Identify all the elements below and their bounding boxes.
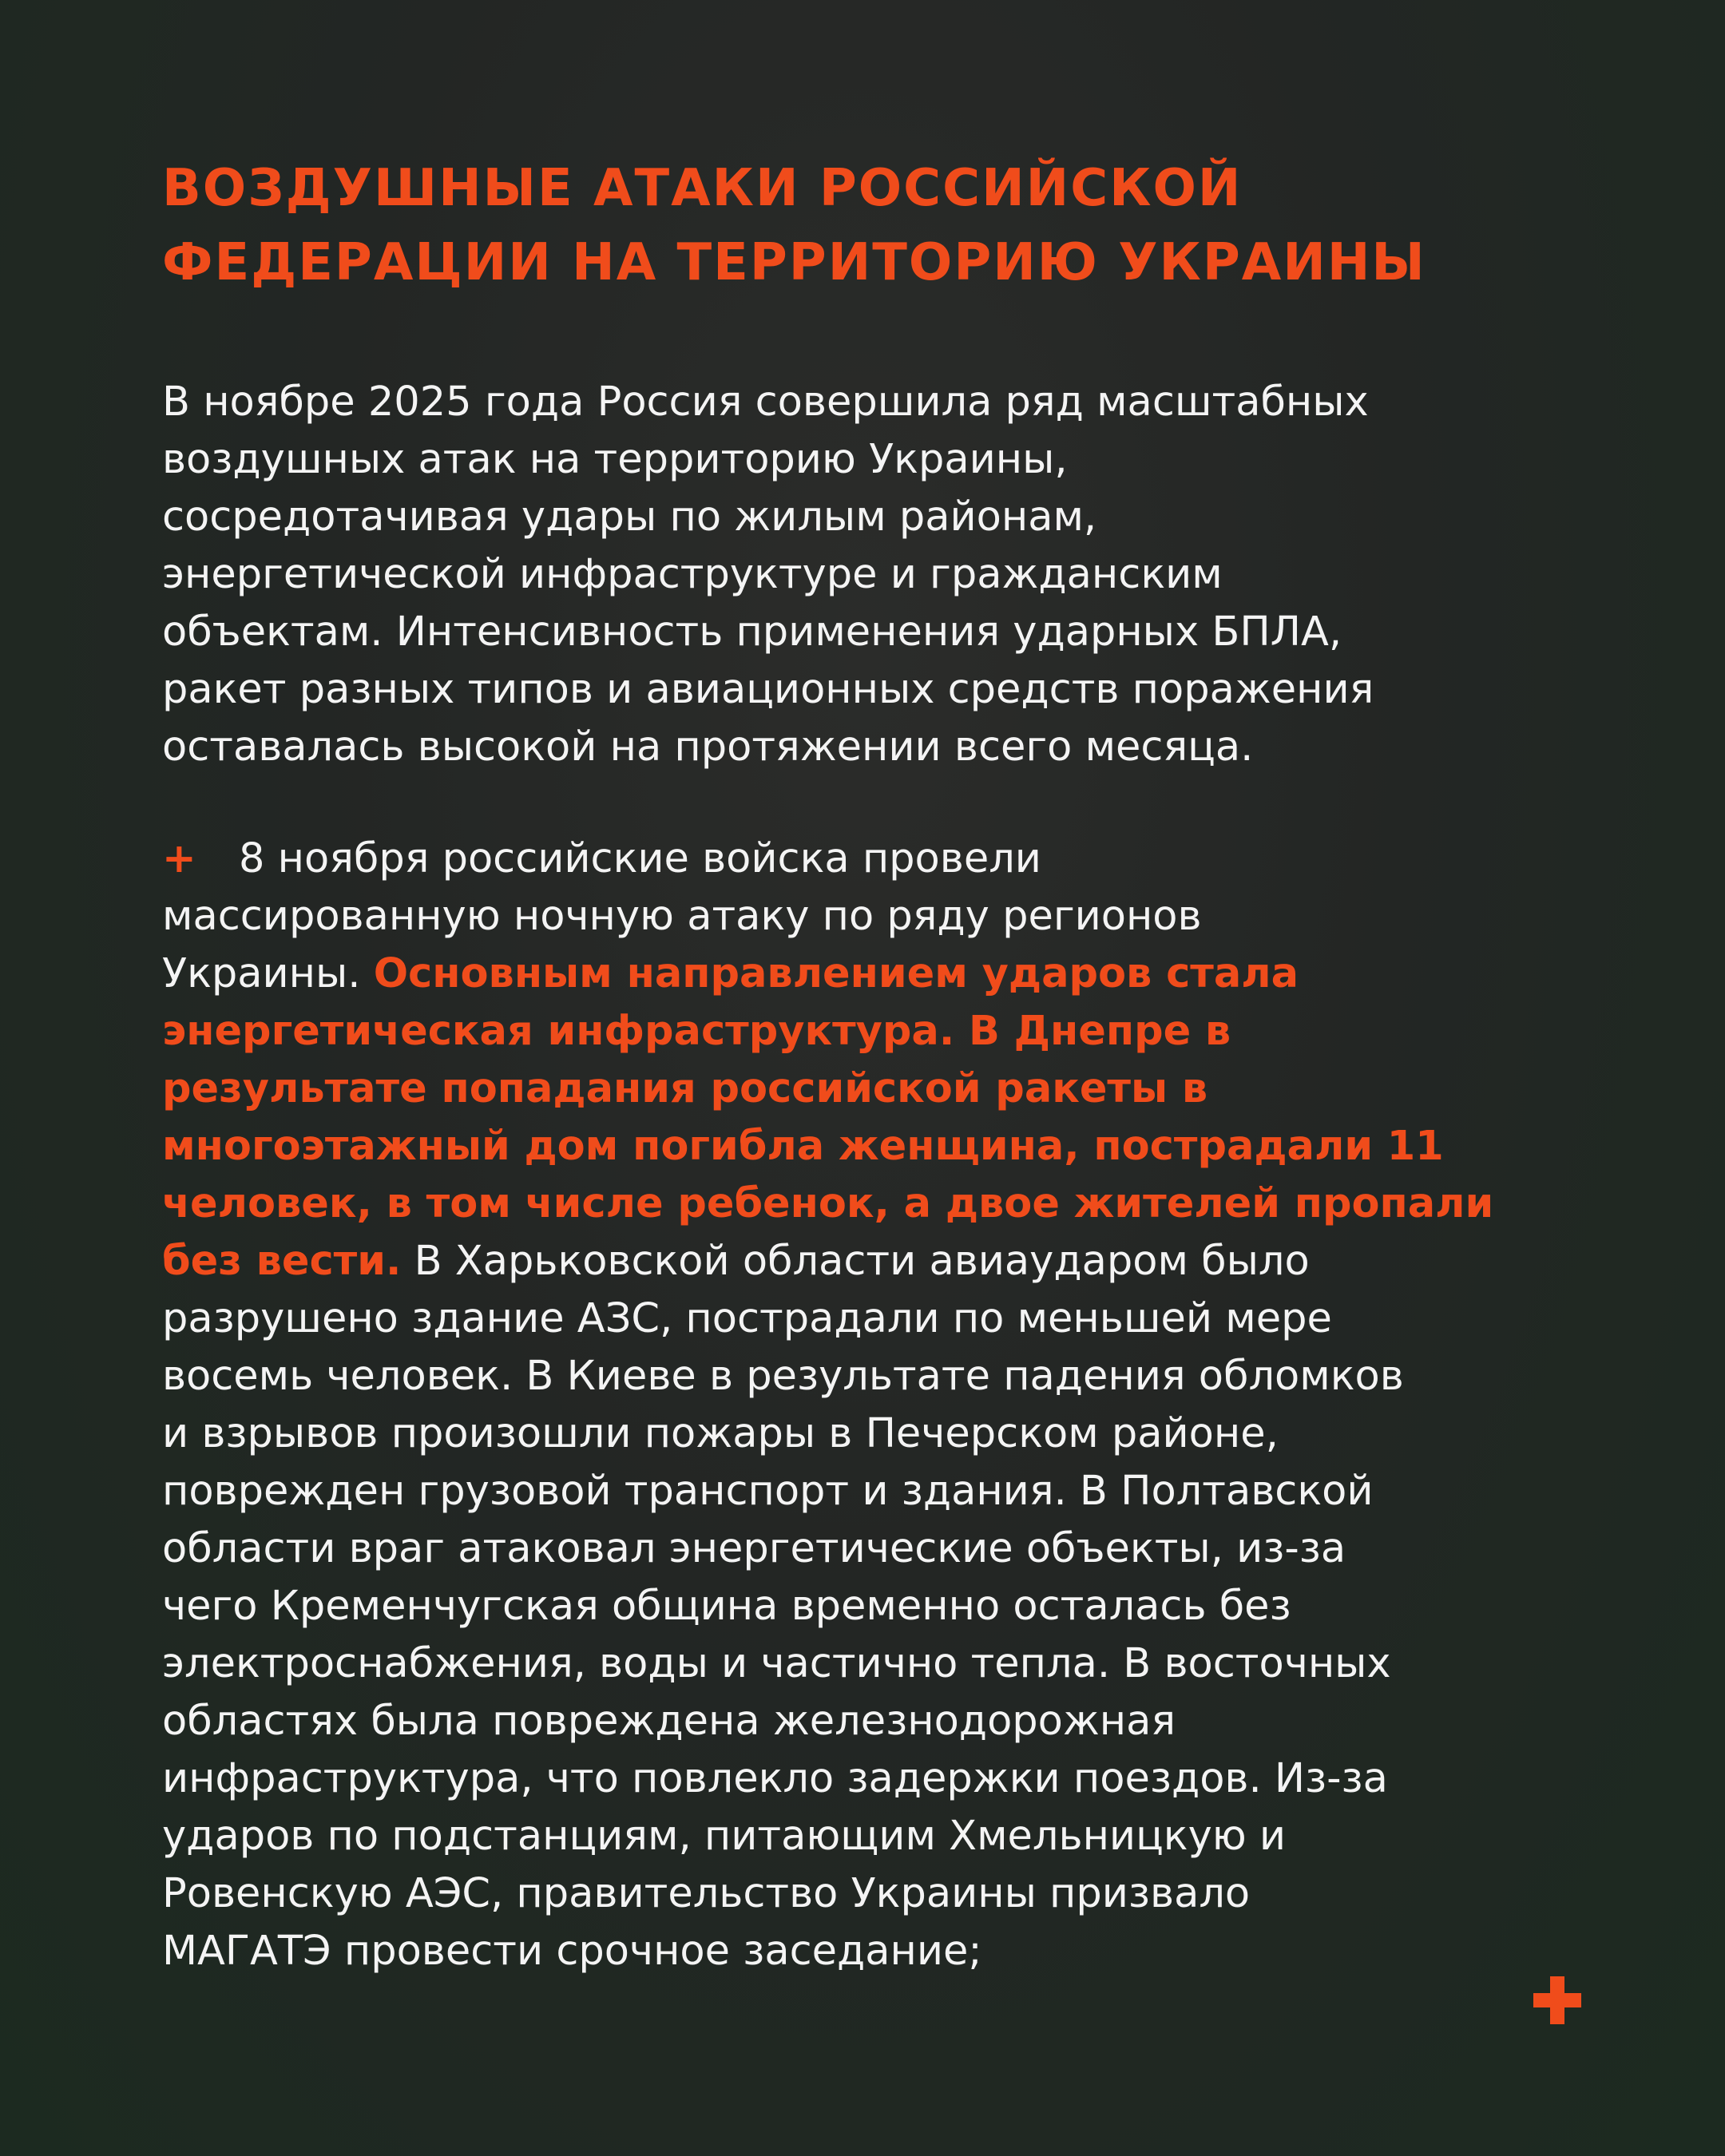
page-title — [162, 152, 1648, 300]
title-line-2: ФЕДЕРАЦИИ НА ТЕРРИТОРИЮ УКРАИНЫ — [162, 233, 1426, 292]
plus-icon — [1533, 1976, 1581, 2024]
list-item — [162, 830, 1648, 1980]
item-highlight: Основным направлением ударов стала энергетическая инфраструктура. В Днепре в результате попадания российской ракеты в многоэтажный дом погибла женщина, пострадали 11 человек, в том числе ребенок, а двое жителей пропали без вести. — [162, 950, 1494, 1285]
item-text-before: 8 ноября российские войска провели массированную ночную атаку по ряду регионов Украины. — [162, 835, 1202, 997]
item-text-after: В Харьковской области авиаударом было разрушено здание АЗС, пострадали по меньшей мере восемь человек. В Киеве в результате падения обломков и взрывов произошли пожары в Печерском районе, поврежден грузовой транспорт и здания. В Полтавской области враг атаковал энергетические объекты, из-за чего Кременчугская община временно осталась без электроснабжения, воды и частично тепла. В восточных областях была повреждена железнодорожная инфраструктура, что повлекло задержки поездов. Из-за ударов по подстанциям, питающим Хмельницкую и Ровенскую АЭС, правительство Украины призвало МАГАТЭ провести срочное заседание; — [162, 1238, 1404, 1975]
intro-paragraph: В ноябре 2025 года Россия совершила ряд масштабных воздушных атак на территорию Украины, сосредотачивая удары по жилым районам, энергетической инфраструктуре и гражданским объектам. Интенсивность применения ударных БПЛА, ракет разных типов и авиационных средств поражения оставалась высокой на протяжении всего месяца. — [162, 378, 1374, 771]
plus-bullet-icon: + — [162, 835, 196, 882]
title-line-1: ВОЗДУШНЫЕ АТАКИ РОССИЙСКОЙ — [162, 159, 1243, 218]
